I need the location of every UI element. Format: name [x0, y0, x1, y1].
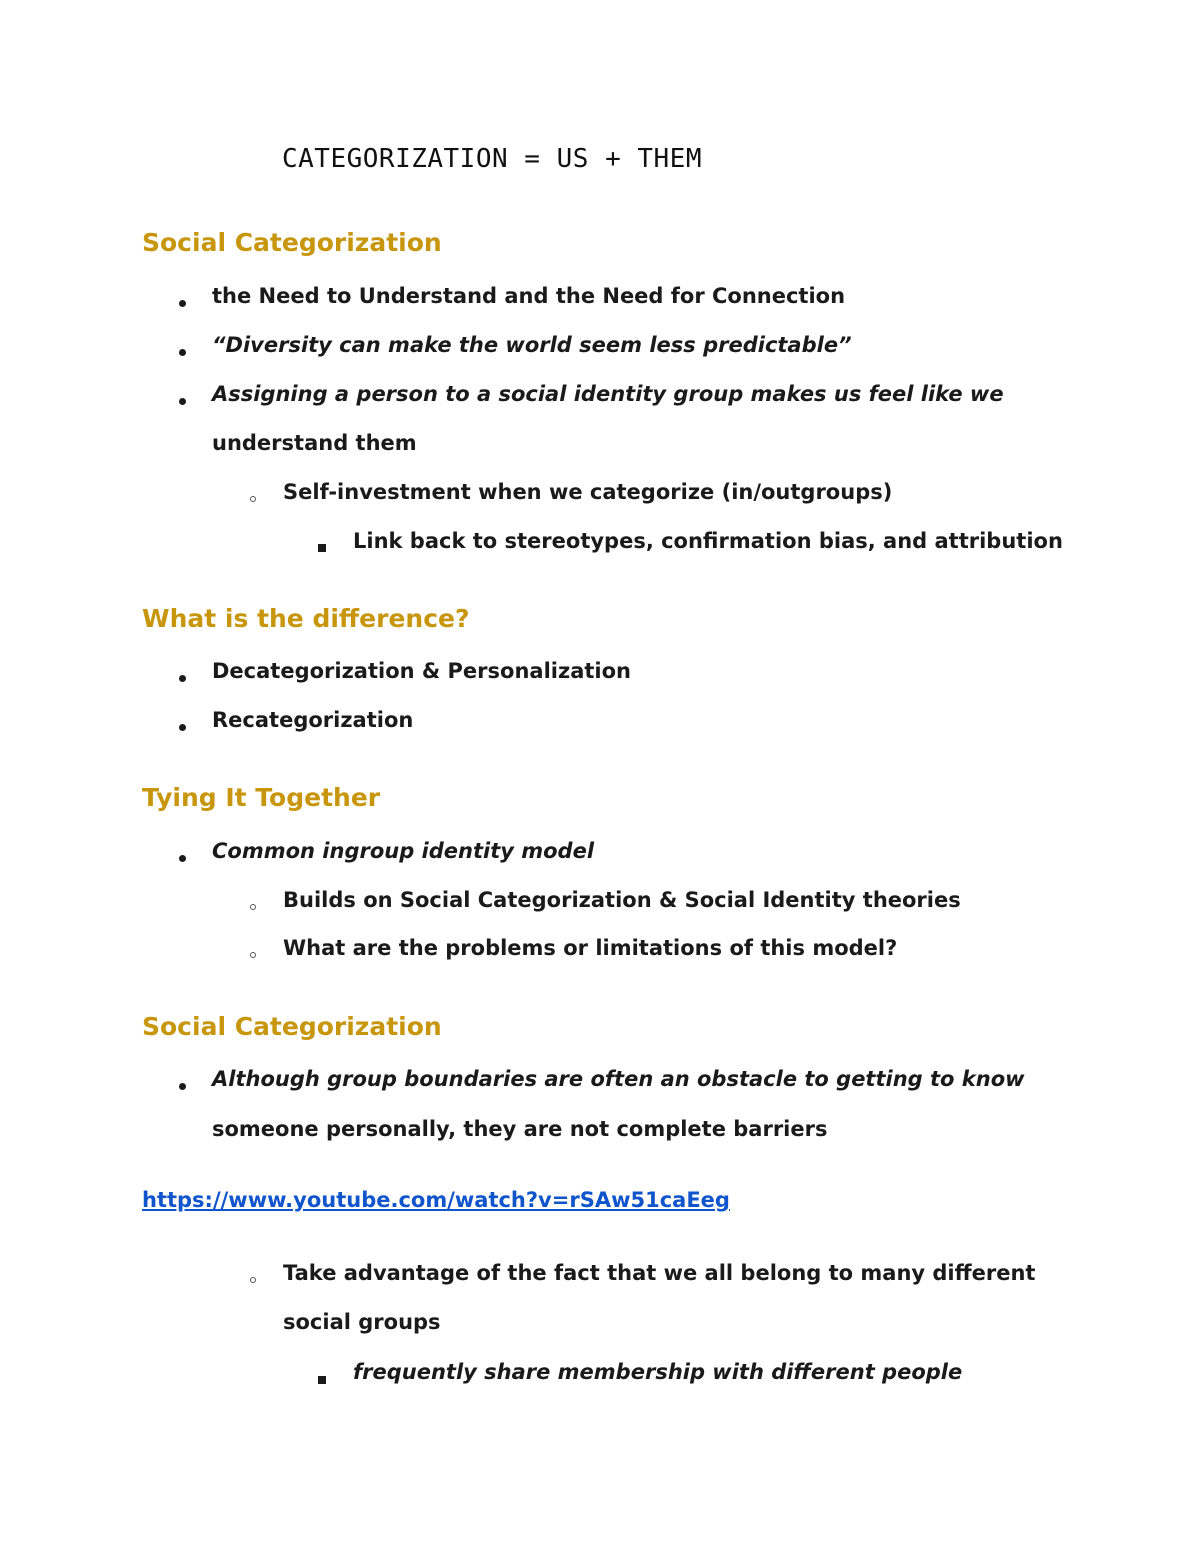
bullet-disc — [179, 1083, 186, 1090]
list-item: Link back to stereotypes, confirmation bias, and attribution — [353, 529, 1063, 553]
list-item: Although group boundaries are often an obstacle to getting to know — [212, 1067, 1025, 1091]
list-item-continuation: social groups — [283, 1310, 441, 1334]
bullet-disc — [179, 724, 186, 731]
list-item: Recategorization — [212, 708, 414, 732]
list-item: Common ingroup identity model — [212, 839, 595, 863]
list-item: the Need to Understand and the Need for Connection — [212, 284, 846, 308]
list-item: “Diversity can make the world seem less predictable” — [212, 333, 852, 357]
list-item-continuation: someone personally, they are not complete barriers — [212, 1117, 828, 1141]
section-heading-social-categorization: Social Categorization — [142, 228, 442, 257]
section-heading-social-categorization-2: Social Categorization — [142, 1012, 442, 1041]
list-item: Self-investment when we categorize (in/outgroups) — [283, 480, 893, 504]
page-title: CATEGORIZATION = US + THEM — [282, 144, 702, 174]
youtube-link[interactable]: https://www.youtube.com/watch?v=rSAw51caEeg — [142, 1188, 730, 1212]
list-item: Take advantage of the fact that we all belong to many different — [283, 1261, 1036, 1285]
list-item: What are the problems or limitations of this model? — [283, 936, 898, 960]
bullet-circle — [250, 1277, 256, 1283]
bullet-square — [318, 544, 326, 552]
bullet-circle — [250, 904, 256, 910]
bullet-circle — [250, 952, 256, 958]
bullet-disc — [179, 675, 186, 682]
section-heading-tying-it-together: Tying It Together — [142, 783, 381, 812]
list-item-continuation: understand them — [212, 431, 417, 455]
section-heading-what-is-the-difference: What is the difference? — [142, 604, 470, 633]
list-item: frequently share membership with different people — [353, 1360, 963, 1384]
list-item: Assigning a person to a social identity group makes us feel like we — [212, 382, 1004, 406]
bullet-disc — [179, 349, 186, 356]
bullet-square — [318, 1376, 326, 1384]
bullet-circle — [250, 496, 256, 502]
bullet-disc — [179, 398, 186, 405]
list-item: Decategorization & Personalization — [212, 659, 631, 683]
list-item: Builds on Social Categorization & Social Identity theories — [283, 888, 961, 912]
bullet-disc — [179, 300, 186, 307]
bullet-disc — [179, 855, 186, 862]
